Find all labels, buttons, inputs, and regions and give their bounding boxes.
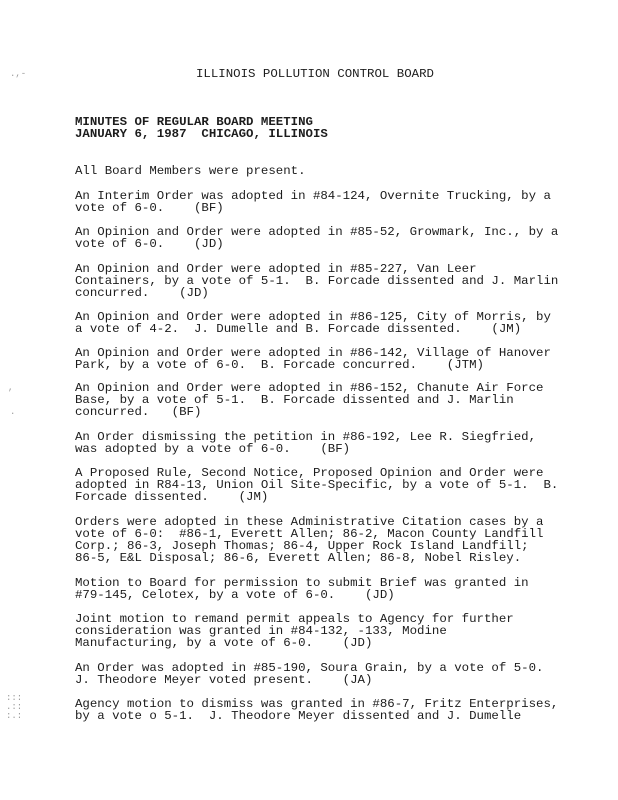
document-header: ILLINOIS POLLUTION CONTROL BOARD: [196, 67, 434, 81]
entry-line: An Opinion and Order were adopted in #86-125, City of Morris, by: [75, 310, 551, 324]
entry-line: Containers, by a vote of 5-1. B. Forcade dissented and J. Marlin: [75, 274, 559, 288]
entry-line: Orders were adopted in these Administrative Citation cases by a: [75, 515, 544, 529]
entry-line: Manufacturing, by a vote of 6-0. (JD): [75, 636, 373, 650]
scan-speck: ,: [8, 383, 14, 393]
scan-speck: .,-: [10, 69, 27, 79]
entry-line: A Proposed Rule, Second Notice, Proposed Opinion and Order were: [75, 466, 544, 480]
meeting-date-location: JANUARY 6, 1987 CHICAGO, ILLINOIS: [75, 127, 328, 141]
minutes-title: MINUTES OF REGULAR BOARD MEETING: [75, 115, 313, 129]
entry-line: vote of 6-0. (BF): [75, 201, 224, 215]
entry-line: Agency motion to dismiss was granted in #86-7, Fritz Enterprises,: [75, 697, 559, 711]
entry-line: concurred. (BF): [75, 405, 202, 419]
attendance-statement: All Board Members were present.: [75, 164, 306, 178]
entry-line: An Opinion and Order were adopted in #85-227, Van Leer: [75, 262, 477, 276]
entry-line: J. Theodore Meyer voted present. (JA): [75, 673, 373, 687]
entry-line: concurred. (JD): [75, 286, 209, 300]
entry-line: An Order dismissing the petition in #86-192, Lee R. Siegfried,: [75, 430, 537, 444]
entry-line: An Interim Order was adopted in #84-124, Overnite Trucking, by a: [75, 189, 551, 203]
entry-line: Base, by a vote of 5-1. B. Forcade dissented and J. Marlin: [75, 393, 514, 407]
entry-line: vote of 6-0. (JD): [75, 237, 224, 251]
entry-line: Motion to Board for permission to submit Brief was granted in: [75, 576, 529, 590]
scan-speck: .: [10, 407, 16, 417]
entry-line: Corp.; 86-3, Joseph Thomas; 86-4, Upper Rock Island Landfill;: [75, 539, 529, 553]
scan-speck: ::: .:: :.:: [6, 693, 23, 721]
entry-line: adopted in R84-13, Union Oil Site-Specific, by a vote of 5-1. B.: [75, 478, 559, 492]
entry-line: by a vote o 5-1. J. Theodore Meyer dissented and J. Dumelle: [75, 709, 522, 723]
entry-line: Park, by a vote of 6-0. B. Forcade concurred. (JTM): [75, 358, 484, 372]
entry-line: An Opinion and Order were adopted in #86-142, Village of Hanover: [75, 346, 551, 360]
entry-line: An Order was adopted in #85-190, Soura Grain, by a vote of 5-0.: [75, 661, 544, 675]
entry-line: a vote of 4-2. J. Dumelle and B. Forcade dissented. (JM): [75, 322, 522, 336]
entry-line: An Opinion and Order were adopted in #85-52, Growmark, Inc., by a: [75, 225, 559, 239]
entry-line: 86-5, E&L Disposal; 86-6, Everett Allen; 86-8, Nobel Risley.: [75, 551, 522, 565]
entry-line: Forcade dissented. (JM): [75, 490, 269, 504]
entry-line: Joint motion to remand permit appeals to Agency for further: [75, 612, 514, 626]
entry-line: An Opinion and Order were adopted in #86-152, Chanute Air Force: [75, 381, 544, 395]
entry-line: consideration was granted in #84-132, -133, Modine: [75, 624, 447, 638]
entry-line: vote of 6-0: #86-1, Everett Allen; 86-2, Macon County Landfill: [75, 527, 544, 541]
entry-line: was adopted by a vote of 6-0. (BF): [75, 442, 351, 456]
entry-line: #79-145, Celotex, by a vote of 6-0. (JD): [75, 588, 395, 602]
